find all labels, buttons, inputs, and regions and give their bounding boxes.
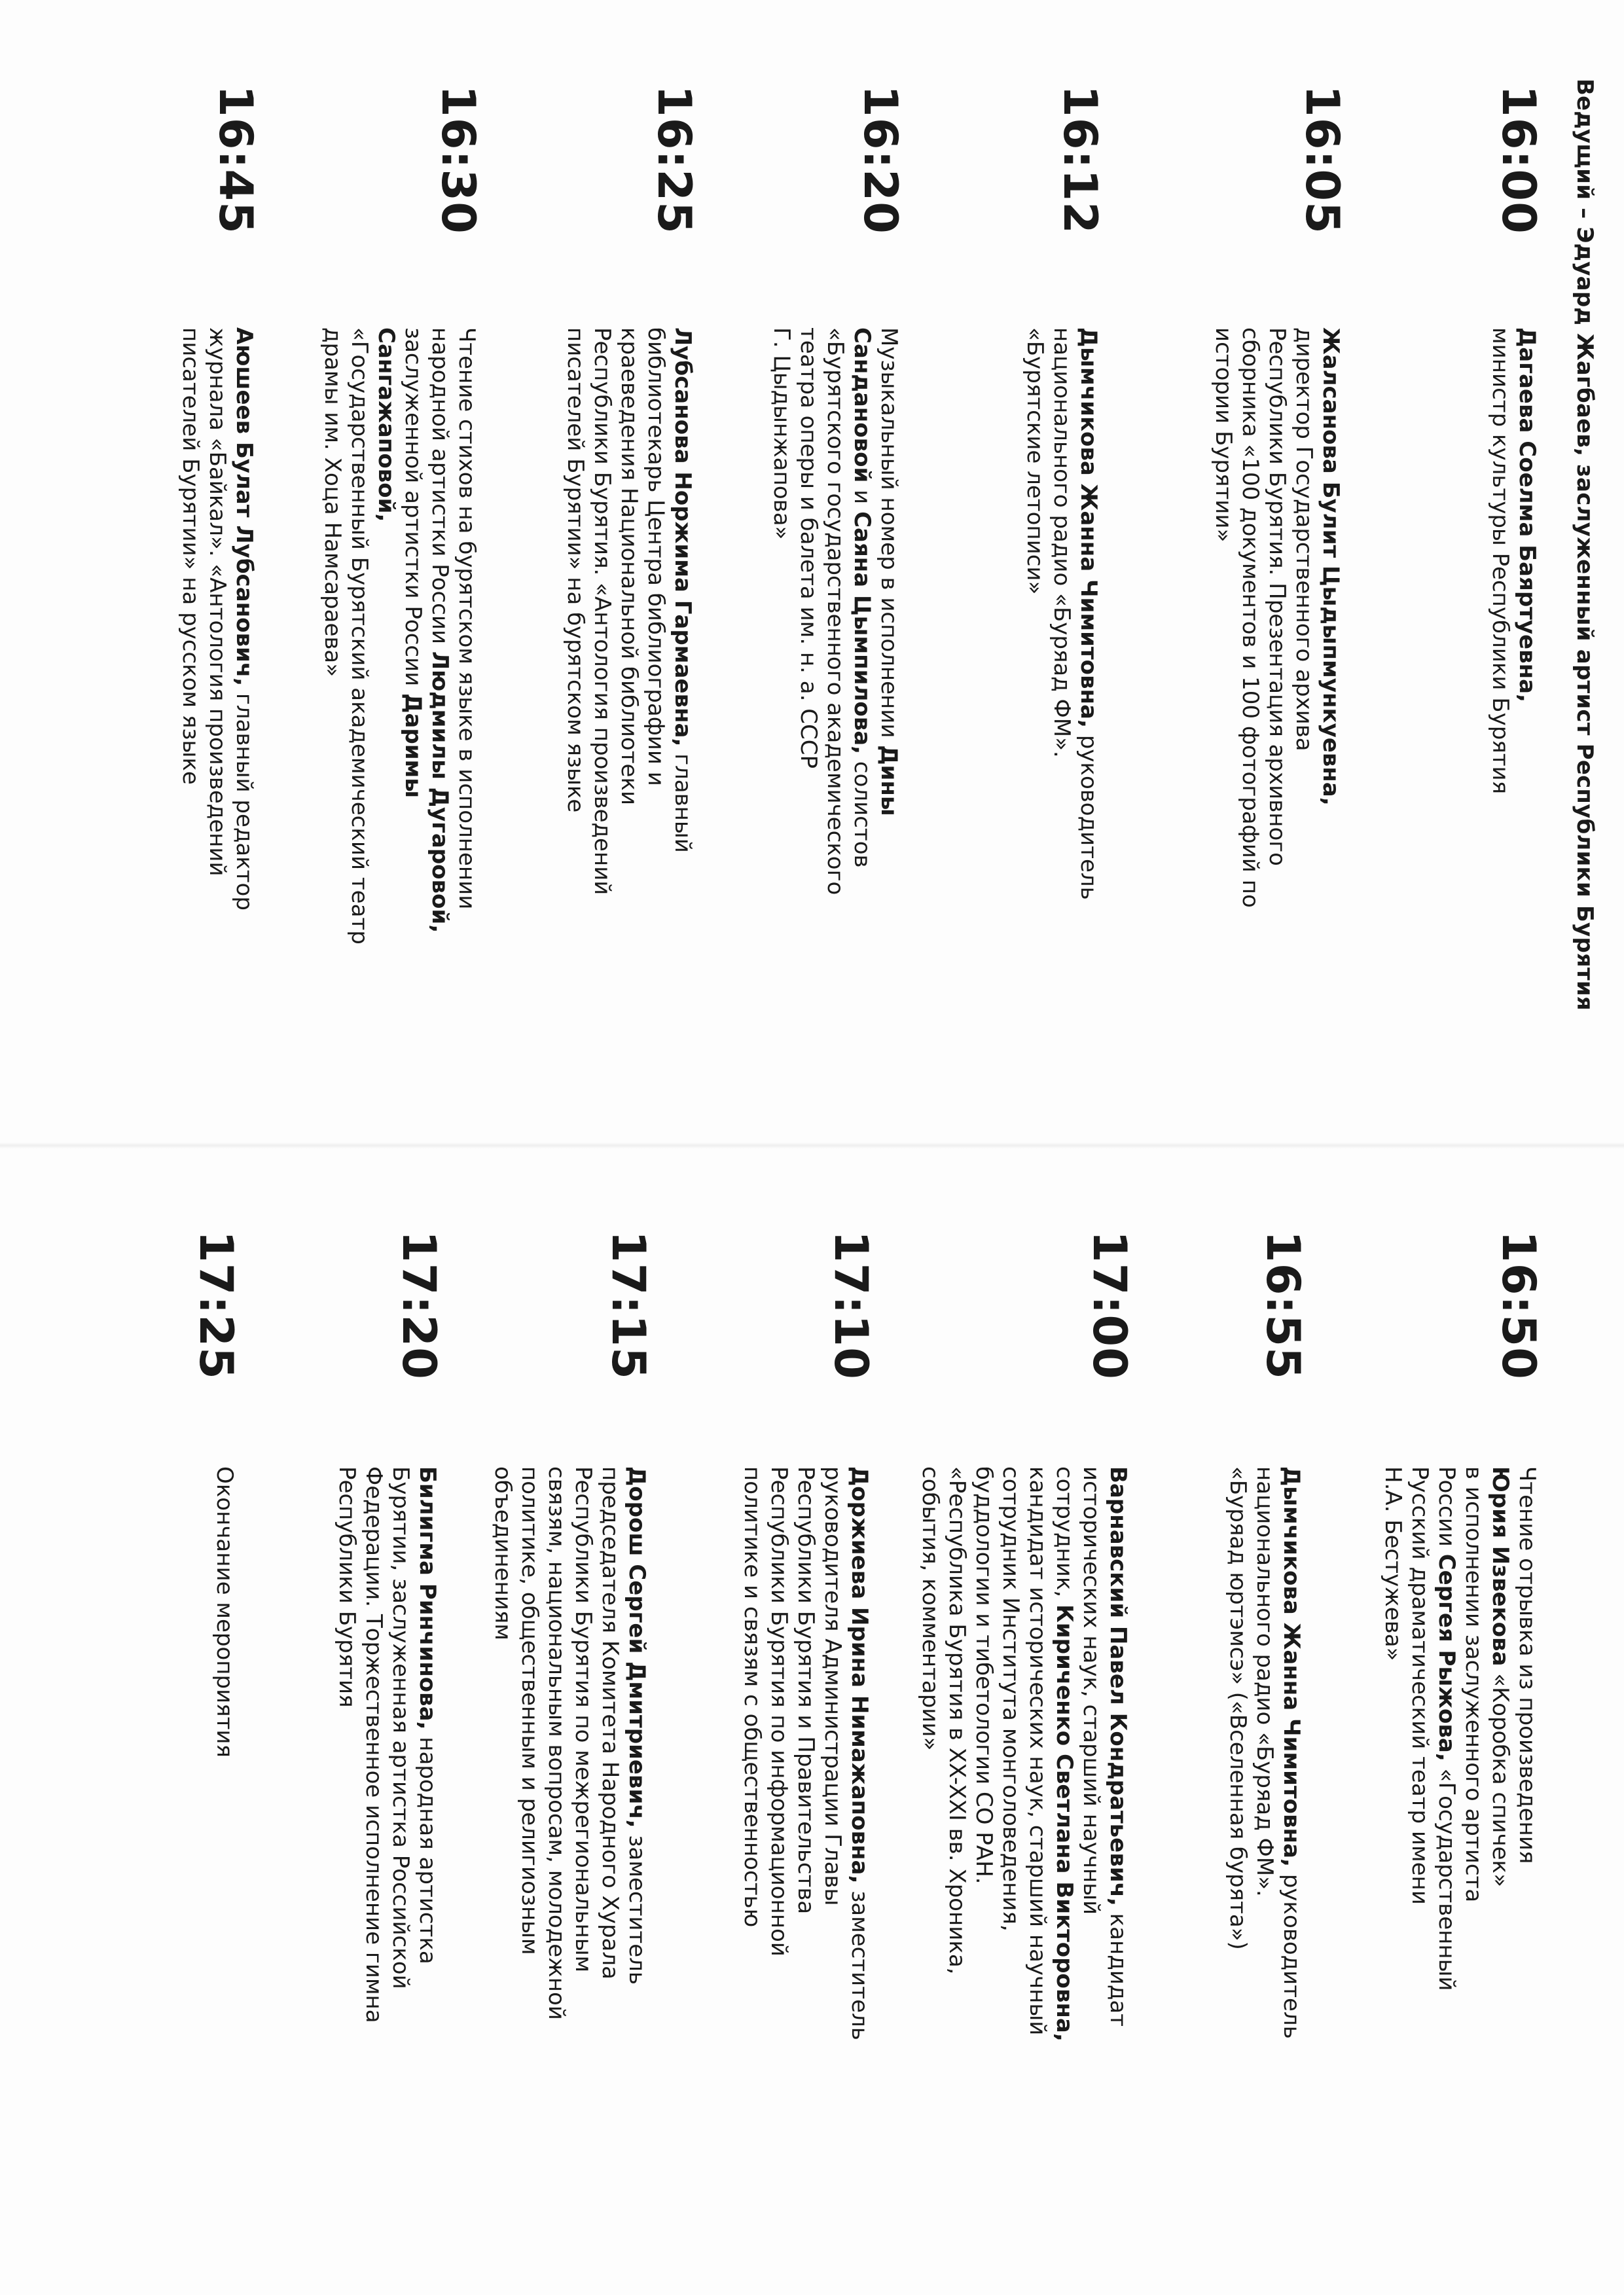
description-text: «Буряад юртэмсэ» («Вселенная бурята»)	[1225, 1466, 1251, 1950]
name-text: Сангажаповой,	[373, 327, 399, 522]
name-text: Кириченко Светлана Викторовна,	[1051, 1604, 1077, 2042]
description-line	[177, 327, 204, 911]
time-label: 16:30	[431, 85, 485, 234]
description-text: истории Бурятии»	[1210, 327, 1236, 543]
time-label: 16:20	[854, 85, 907, 234]
description-line	[819, 1466, 846, 2040]
name-text: Юрия Извекова	[1487, 1466, 1513, 1667]
item-description	[738, 1466, 873, 2040]
description-text: Республики Бурятия и Правительства	[793, 1466, 819, 1915]
description-text: библиотекарь Центра библиографии и	[643, 327, 669, 786]
description-text: в исполнении заслуженного артиста	[1460, 1466, 1487, 1903]
description-line	[1379, 1466, 1406, 1991]
name-text: Дины	[876, 745, 902, 816]
description-text: Чтение отрывка из произведения	[1514, 1466, 1540, 1864]
description-text: связям, национальным вопросам, молодежной	[543, 1466, 569, 2020]
time-label: 16:12	[1053, 85, 1107, 234]
description-line	[372, 327, 399, 945]
description-line	[1021, 327, 1048, 900]
description-text: национального радио «Буряад ФМ».	[1252, 1466, 1278, 1897]
description-text: краеведения Национальной библиотеки	[616, 327, 642, 806]
description-text: писателей Бурятии» на бурятском языке	[562, 327, 588, 813]
description-line	[848, 327, 875, 895]
description-line	[588, 327, 615, 895]
name-text: Доржиева Ирина Нимажаповна,	[846, 1466, 873, 1884]
name-text: Сергея Рыжова,	[1434, 1553, 1460, 1762]
time-label: 17:15	[602, 1231, 655, 1380]
time-label: 17:10	[824, 1231, 878, 1380]
time-label: 17:00	[1083, 1231, 1136, 1380]
item-description	[1210, 327, 1344, 908]
time-label: 17:25	[189, 1231, 243, 1380]
description-text: театра оперы и балета им. н. а. СССР	[795, 327, 821, 768]
item-description	[333, 1466, 441, 2023]
description-line	[387, 1466, 414, 2023]
time-label: 16:05	[1295, 85, 1349, 234]
description-line	[765, 1466, 792, 2040]
time-label: 16:00	[1492, 85, 1545, 234]
description-line	[1487, 1466, 1513, 1991]
host-line: Ведущий – Эдуард Жагбаев, заслуженный артист Республики Бурятия	[1572, 79, 1598, 1011]
description-text: «Коробка спичек»	[1487, 1666, 1513, 1887]
description-line	[875, 327, 902, 895]
time-label: 17:20	[392, 1231, 446, 1380]
description-text: события, комментарии»	[917, 1466, 943, 1751]
description-line	[1290, 327, 1317, 908]
description-line	[768, 327, 795, 895]
description-line	[1236, 327, 1263, 908]
time-label: 16:45	[209, 85, 262, 234]
description-text: сборника «100 документов и 100 фотографий по	[1237, 327, 1263, 908]
description-text: Окончание мероприятия	[211, 1466, 238, 1758]
description-text: Бурятии, заслуженная артистка Российской	[388, 1466, 414, 1989]
description-text: заслуженной артистки России	[400, 327, 426, 694]
description-line	[204, 327, 230, 911]
description-line	[623, 1466, 650, 2020]
item-description	[768, 327, 902, 895]
description-line	[230, 327, 257, 911]
description-line	[426, 327, 453, 945]
description-text: драмы им. Хоца Намсараева»	[319, 327, 346, 678]
description-line	[1251, 1466, 1278, 2039]
description-text: объединениям	[490, 1466, 516, 1640]
item-description	[177, 327, 257, 911]
name-text: Сандановой	[849, 327, 875, 483]
description-text: Республики Бурятия. Презентация архивного	[1264, 327, 1290, 866]
description-text: политике, общественным и религиозным	[516, 1466, 543, 1955]
description-line	[1051, 1466, 1077, 2042]
description-text: главный редактор	[231, 686, 257, 911]
description-line	[211, 1466, 238, 1758]
description-text: исторических наук, старший научный	[1078, 1466, 1104, 1915]
description-line	[738, 1466, 765, 2040]
name-text: Дымчикова Жанна Чимитовна,	[1075, 327, 1102, 728]
description-line	[997, 1466, 1024, 2042]
description-text: Республики Бурятия по межрегиональным	[570, 1466, 596, 1973]
description-text: «Республика Бурятия в XX-XXI вв. Хроника,	[944, 1466, 970, 1975]
description-line	[1317, 327, 1344, 908]
description-text: Республики Бурятия по информационной	[766, 1466, 792, 1957]
description-line	[1077, 1466, 1104, 2042]
name-text: Лубсанова Норжима Гармаевна,	[670, 327, 696, 747]
description-text: Русский драматический театр имени	[1407, 1466, 1433, 1905]
description-line	[414, 1466, 441, 2023]
description-line	[489, 1466, 516, 2020]
description-line	[1104, 1466, 1131, 2042]
description-text: Федерации. Торжественное исполнение гимна	[361, 1466, 387, 2023]
description-line	[970, 1466, 997, 2042]
description-line	[943, 1466, 970, 2042]
name-text: Дагаева Соелма Баяртуевна,	[1514, 327, 1540, 702]
description-text: руководитель	[1278, 1866, 1305, 2039]
description-text: и	[849, 482, 875, 512]
description-text: политике и связям с общественностью	[739, 1466, 765, 1928]
name-text: Даримы	[400, 693, 426, 799]
description-text: России	[1434, 1466, 1460, 1554]
description-line	[916, 1466, 943, 2042]
item-description	[1487, 327, 1540, 794]
description-line	[516, 1466, 543, 2020]
description-line	[346, 327, 372, 945]
description-text: сотрудник,	[1051, 1466, 1077, 1604]
description-text: народная артистка	[414, 1729, 441, 1964]
description-text: руководителя Администрации Главы	[820, 1466, 846, 1906]
description-line	[669, 327, 696, 895]
description-line	[333, 1466, 360, 2023]
description-text: председателя Комитета Народного Хурала	[597, 1466, 623, 1979]
description-text: буддологии и тибетологии СО РАН.	[971, 1466, 997, 1885]
description-text: национального радио «Буряад ФМ».	[1049, 327, 1075, 758]
description-text: Н.А. Бестужева»	[1380, 1466, 1406, 1661]
description-line	[569, 1466, 596, 2020]
name-text: Саяна Цымпилова,	[849, 511, 875, 755]
description-text: Республики Бурятия. «Антология произведений	[589, 327, 615, 895]
description-line	[795, 327, 821, 895]
name-text: Варнавский Павел Кондратьевич,	[1105, 1466, 1131, 1906]
description-text: Музыкальный номер в исполнении	[876, 327, 902, 746]
description-line	[1048, 327, 1075, 900]
time-label: 16:55	[1256, 1231, 1310, 1380]
description-text: главный	[670, 746, 696, 853]
description-line	[1075, 327, 1102, 900]
time-label: 16:50	[1492, 1231, 1545, 1380]
item-description	[1224, 1466, 1305, 2039]
name-text: Дымчикова Жанна Чимитовна,	[1278, 1466, 1305, 1867]
item-description	[489, 1466, 650, 2020]
description-text: заместитель	[624, 1828, 650, 1985]
description-line	[1024, 1466, 1051, 2042]
name-text: Жалсанова Булит Цыдыпмункуевна,	[1318, 327, 1344, 806]
description-text: директор Государственного архива	[1291, 327, 1317, 751]
description-line	[821, 327, 848, 895]
description-line	[562, 327, 588, 895]
description-line	[319, 327, 346, 945]
description-line	[1224, 1466, 1251, 2039]
item-description	[211, 1466, 238, 1758]
item-description	[319, 327, 480, 945]
description-text: заместитель	[846, 1883, 873, 2040]
description-text: сотрудник Института монголоведения,	[998, 1466, 1024, 1932]
description-line	[1263, 327, 1290, 908]
description-text: журнала «Байкал». «Антология произведений	[204, 327, 230, 876]
description-text: «Государственный	[1434, 1761, 1460, 1991]
description-line	[1487, 327, 1513, 794]
description-line	[615, 327, 642, 895]
description-text: народной артистки России	[427, 327, 453, 651]
description-text: Г. Цыдынжапова»	[768, 327, 795, 540]
description-line	[1406, 1466, 1433, 1991]
description-line	[1460, 1466, 1487, 1991]
name-text: Людмилы Дугаровой,	[427, 651, 453, 933]
description-text: «Государственный Бурятский академический театр	[346, 327, 372, 945]
description-text: «Бурятские летописи»	[1022, 327, 1048, 595]
description-line	[543, 1466, 569, 2020]
description-line	[1210, 327, 1236, 908]
item-description	[1021, 327, 1102, 900]
description-line	[1278, 1466, 1305, 2039]
description-text: Республики Бурятия	[334, 1466, 360, 1708]
description-text: кандидат	[1105, 1906, 1131, 2027]
name-text: Аюшеев Булат Лубсанович,	[231, 327, 257, 687]
description-line	[1433, 1466, 1460, 1991]
item-description	[1379, 1466, 1540, 1991]
description-line	[846, 1466, 873, 2040]
description-text: «Бурятского государственного академического	[822, 327, 848, 895]
description-line	[1513, 327, 1540, 794]
description-line	[596, 1466, 623, 2020]
description-text: Чтение стихов на бурятском языке в исполнении	[454, 327, 480, 910]
description-text: солистов	[849, 754, 875, 868]
item-description	[562, 327, 696, 895]
description-line	[1513, 1466, 1540, 1991]
description-text: писателей Бурятии» на русском языке	[177, 327, 204, 785]
item-description	[916, 1466, 1131, 2042]
description-line	[360, 1466, 387, 2023]
description-line	[453, 327, 480, 945]
description-line	[792, 1466, 819, 2040]
time-label: 16:25	[647, 85, 701, 234]
name-text: Билигма Ринчинова,	[414, 1466, 441, 1730]
description-line	[399, 327, 426, 945]
description-text: министр культуры Республики Бурятия	[1487, 327, 1513, 795]
description-text: кандидат исторических наук, старший научный	[1024, 1466, 1051, 2036]
name-text: Дорош Сергей Дмитриевич,	[624, 1466, 650, 1828]
description-line	[642, 327, 669, 895]
description-text: руководитель	[1075, 727, 1102, 900]
